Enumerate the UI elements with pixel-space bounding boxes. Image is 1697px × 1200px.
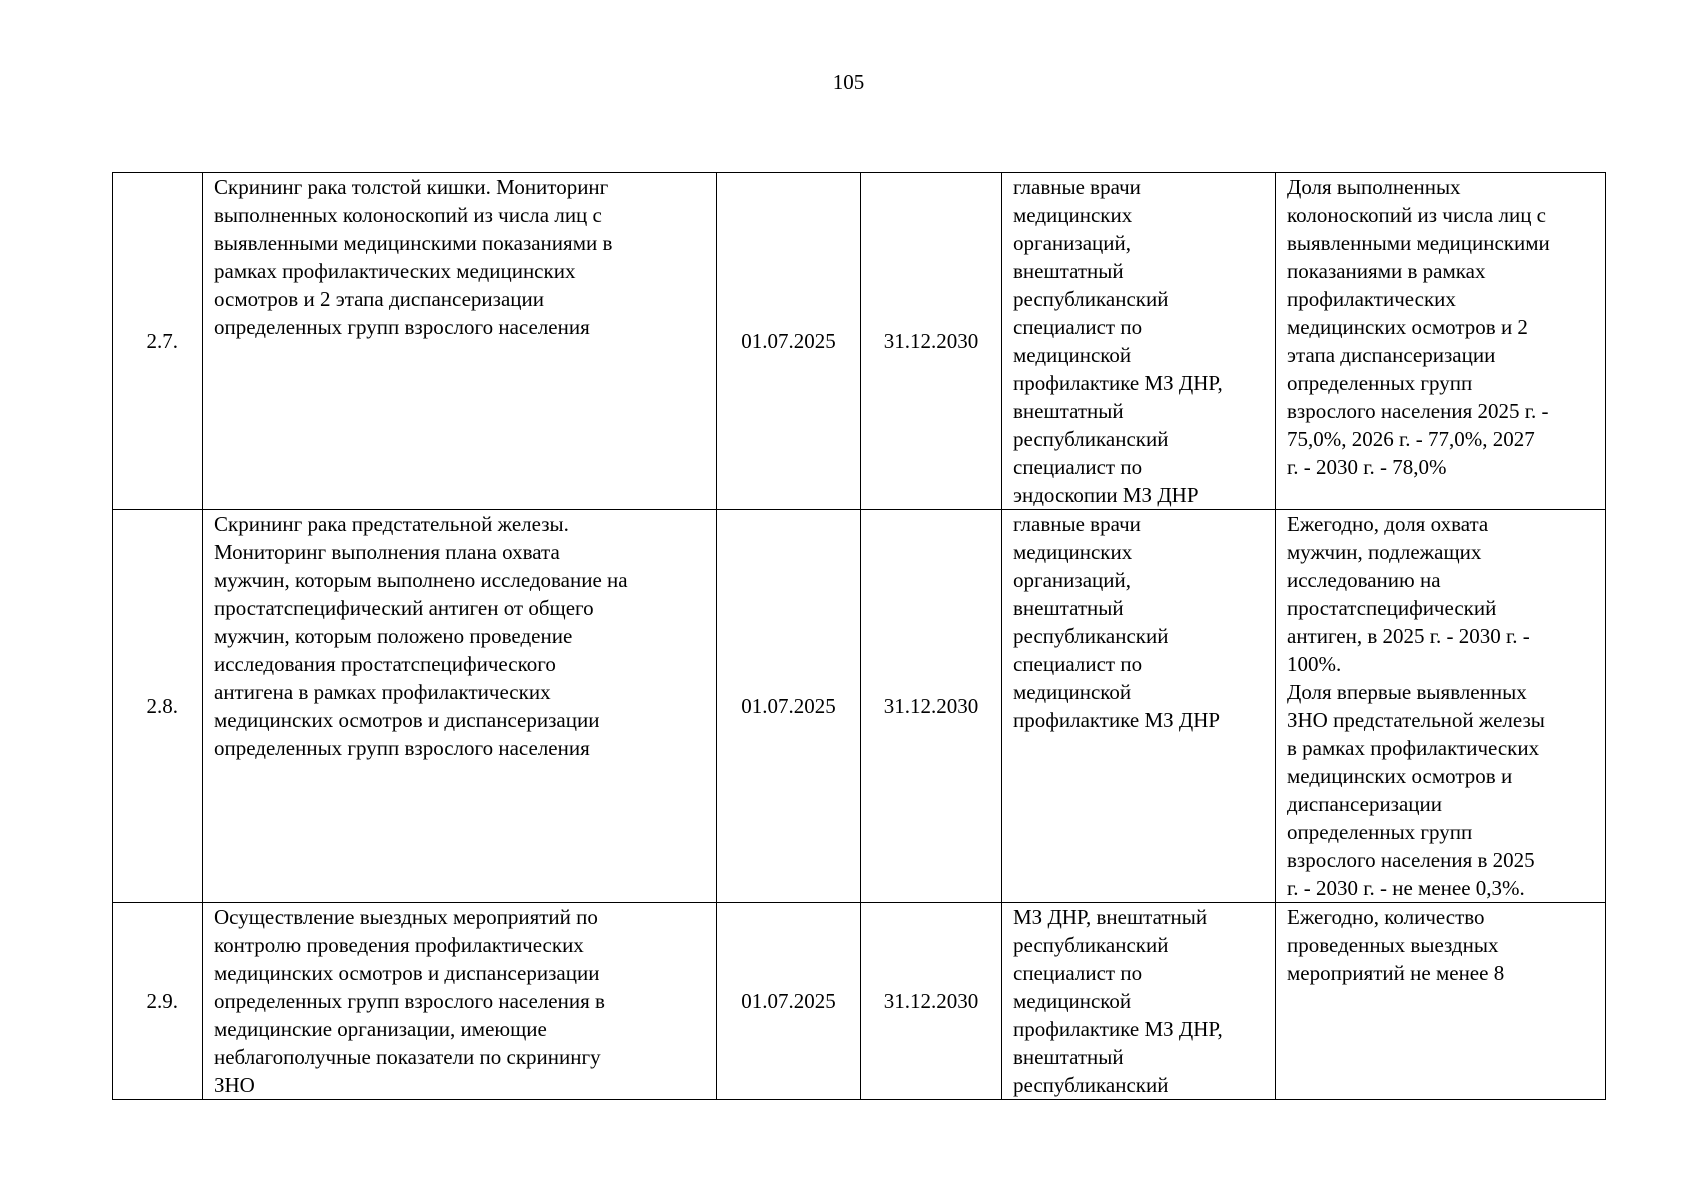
event-cell	[203, 903, 717, 1100]
result-line: медицинских осмотров и	[1287, 764, 1513, 788]
responsible-line: медицинских	[1013, 203, 1133, 227]
event-line: Скрининг рака толстой кишки. Мониторинг	[214, 175, 609, 199]
result-line: Ежегодно, количество	[1287, 905, 1485, 929]
event-line: выполненных колоноскопий из числа лиц с	[214, 203, 602, 227]
start-date: 01.07.2025	[717, 903, 861, 1100]
event-line: исследования простатспецифического	[214, 652, 556, 676]
result-line: Ежегодно, доля охвата	[1287, 512, 1489, 536]
responsible-line: медицинской	[1013, 989, 1132, 1013]
responsible-line: республиканский	[1013, 287, 1169, 311]
result-line: исследованию на	[1287, 568, 1441, 592]
result-line: взрослого населения в 2025	[1287, 848, 1535, 872]
responsible-line: республиканский	[1013, 624, 1169, 648]
responsible-cell	[1002, 173, 1276, 510]
event-line: определенных групп взрослого населения	[214, 315, 590, 339]
event-line: рамках профилактических медицинских	[214, 259, 576, 283]
responsible-line: профилактике МЗ ДНР,	[1013, 1017, 1223, 1041]
result-line: в рамках профилактических	[1287, 736, 1540, 760]
result-line: Доля выполненных	[1287, 175, 1461, 199]
event-line: определенных групп взрослого населения	[214, 736, 590, 760]
result-line: г. - 2030 г. - не менее 0,3%.	[1287, 876, 1525, 900]
responsible-line: республиканский	[1013, 427, 1169, 451]
responsible-line: профилактике МЗ ДНР,	[1013, 371, 1223, 395]
event-line: антигена в рамках профилактических	[214, 680, 551, 704]
result-line: 100%.	[1287, 652, 1342, 676]
responsible-line: внештатный	[1013, 399, 1124, 423]
result-line: диспансеризации	[1287, 792, 1443, 816]
result-line: простатспецифический	[1287, 596, 1497, 620]
event-line: мужчин, которым положено проведение	[214, 624, 573, 648]
responsible-line: МЗ ДНР, внештатный	[1013, 905, 1208, 929]
responsible-line: республиканский	[1013, 933, 1169, 957]
plan-table	[112, 172, 1606, 1100]
responsible-line: медицинских	[1013, 540, 1133, 564]
result-cell	[1276, 510, 1606, 903]
result-line: антиген, в 2025 г. - 2030 г. -	[1287, 624, 1530, 648]
result-line: медицинских осмотров и 2	[1287, 315, 1528, 339]
result-line: проведенных выездных	[1287, 933, 1499, 957]
event-line: медицинские организации, имеющие	[214, 1017, 547, 1041]
responsible-line: внештатный	[1013, 596, 1124, 620]
result-line: профилактических	[1287, 287, 1456, 311]
event-line: простатспецифический антиген от общего	[214, 596, 594, 620]
event-line: Скрининг рака предстательной железы.	[214, 512, 569, 536]
responsible-line: главные врачи	[1013, 175, 1141, 199]
result-line: колоноскопий из числа лиц с	[1287, 203, 1547, 227]
end-date: 31.12.2030	[861, 173, 1002, 510]
page-number: 105	[832, 70, 865, 94]
responsible-line: внештатный	[1013, 1045, 1124, 1069]
responsible-line: главные врачи	[1013, 512, 1141, 536]
responsible-line: специалист по	[1013, 455, 1143, 479]
result-cell	[1276, 173, 1606, 510]
responsible-line: внештатный	[1013, 259, 1124, 283]
event-cell	[203, 173, 717, 510]
start-date: 01.07.2025	[717, 510, 861, 903]
result-line: определенных групп	[1287, 371, 1473, 395]
row-number: 2.9.	[113, 903, 203, 1100]
responsible-line: медицинской	[1013, 680, 1132, 704]
responsible-line: эндоскопии МЗ ДНР	[1013, 483, 1199, 507]
responsible-cell	[1002, 903, 1276, 1100]
result-line: мероприятий не менее 8	[1287, 961, 1505, 985]
responsible-line: специалист по	[1013, 961, 1143, 985]
responsible-line: специалист по	[1013, 315, 1143, 339]
result-line: определенных групп	[1287, 820, 1473, 844]
event-line: определенных групп взрослого населения в	[214, 989, 605, 1013]
event-line: выявленными медицинскими показаниями в	[214, 231, 613, 255]
responsible-line: медицинской	[1013, 343, 1132, 367]
responsible-line: специалист по	[1013, 652, 1143, 676]
event-line: ЗНО	[214, 1073, 255, 1097]
event-line: неблагополучные показатели по скринингу	[214, 1045, 601, 1069]
table-row	[113, 903, 1606, 1100]
result-line: выявленными медицинскими	[1287, 231, 1550, 255]
event-line: Осуществление выездных мероприятий по	[214, 905, 598, 929]
result-line: ЗНО предстательной железы	[1287, 708, 1545, 732]
event-line: контролю проведения профилактических	[214, 933, 584, 957]
table-row	[113, 510, 1606, 903]
event-cell	[203, 510, 717, 903]
start-date: 01.07.2025	[717, 173, 861, 510]
responsible-cell	[1002, 510, 1276, 903]
table-row	[113, 173, 1606, 510]
row-number: 2.7.	[113, 173, 203, 510]
end-date: 31.12.2030	[861, 510, 1002, 903]
responsible-line: профилактике МЗ ДНР	[1013, 708, 1221, 732]
event-line: мужчин, которым выполнено исследование на	[214, 568, 628, 592]
result-cell	[1276, 903, 1606, 1100]
event-line: медицинских осмотров и диспансеризации	[214, 961, 600, 985]
event-line: Мониторинг выполнения плана охвата	[214, 540, 560, 564]
result-line: взрослого населения 2025 г. -	[1287, 399, 1549, 423]
result-line: этапа диспансеризации	[1287, 343, 1496, 367]
responsible-line: организаций,	[1013, 231, 1131, 255]
result-line: 75,0%, 2026 г. - 77,0%, 2027	[1287, 427, 1535, 451]
end-date: 31.12.2030	[861, 903, 1002, 1100]
result-line: показаниями в рамках	[1287, 259, 1486, 283]
event-line: осмотров и 2 этапа диспансеризации	[214, 287, 545, 311]
event-line: медицинских осмотров и диспансеризации	[214, 708, 600, 732]
result-line: г. - 2030 г. - 78,0%	[1287, 455, 1447, 479]
result-line: мужчин, подлежащих	[1287, 540, 1482, 564]
row-number: 2.8.	[113, 510, 203, 903]
responsible-line: республиканский	[1013, 1073, 1169, 1097]
responsible-line: организаций,	[1013, 568, 1131, 592]
result-line: Доля впервые выявленных	[1287, 680, 1527, 704]
